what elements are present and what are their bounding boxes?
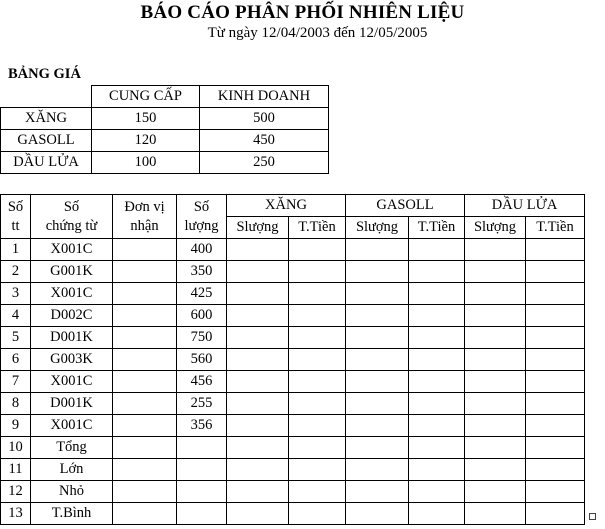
row-xang-amount [289,371,346,393]
row-dau-lua-amount [526,415,585,437]
price-col-supply: CUNG CẤP [92,86,200,108]
table-row [1,305,585,327]
row-voucher: D002C [31,305,113,327]
table-row [1,415,585,437]
row-stt: 6 [1,349,31,371]
row-unit [113,415,177,437]
header-quantity [177,195,227,239]
row-unit [113,349,177,371]
table-row [1,239,585,261]
row-unit [113,305,177,327]
row-xang-qty [227,415,289,437]
row-unit [113,503,177,525]
row-dau-lua-qty [465,393,526,415]
row-quantity: 356 [177,415,227,437]
row-xang-amount [289,305,346,327]
row-unit [113,437,177,459]
subheader-qty: Slượng [465,217,526,239]
row-xang-amount [289,393,346,415]
row-gasoll-amount [409,459,465,481]
row-dau-lua-qty [465,239,526,261]
price-row [1,108,329,130]
row-xang-amount [289,415,346,437]
row-gasoll-amount [409,327,465,349]
row-xang-qty [227,371,289,393]
price-business-value: 500 [200,108,329,130]
row-quantity: 456 [177,371,227,393]
header-voucher [31,195,113,239]
row-gasoll-qty [346,503,409,525]
table-row [1,503,585,525]
price-supply-value: 120 [92,130,200,152]
row-gasoll-qty [346,371,409,393]
price-supply-value: 100 [92,152,200,174]
row-unit [113,261,177,283]
row-quantity: 600 [177,305,227,327]
header-voucher-top: Số [63,198,80,215]
price-table-corner [1,86,92,108]
row-dau-lua-amount [526,459,585,481]
row-xang-amount [289,459,346,481]
row-stt: 2 [1,261,31,283]
price-table [0,85,329,174]
row-gasoll-qty [346,481,409,503]
row-stt: 3 [1,283,31,305]
row-xang-amount [289,283,346,305]
row-voucher: G003K [31,349,113,371]
header-stt-bottom: tt [11,217,20,234]
row-gasoll-amount [409,393,465,415]
row-xang-qty [227,481,289,503]
row-voucher: Nhỏ [31,481,113,503]
report-title: BÁO CÁO PHÂN PHỐI NHIÊN LIỆU [140,2,465,23]
table-row [1,437,585,459]
row-dau-lua-amount [526,503,585,525]
header-stt [1,195,31,239]
price-row-label: XĂNG [1,108,92,130]
row-dau-lua-qty [465,371,526,393]
row-stt: 10 [1,437,31,459]
row-voucher: T.Bình [31,503,113,525]
row-xang-qty [227,503,289,525]
header-qty-top: Số [193,198,210,215]
row-unit [113,393,177,415]
row-xang-qty [227,239,289,261]
header-voucher-bottom: chứng từ [45,217,98,234]
header-unit-bottom: nhận [130,217,159,234]
row-quantity: 425 [177,283,227,305]
row-dau-lua-amount [526,261,585,283]
subheader-qty: Slượng [346,217,409,239]
row-xang-qty [227,393,289,415]
row-voucher: Lớn [31,459,113,481]
row-gasoll-qty [346,437,409,459]
row-gasoll-amount [409,415,465,437]
row-gasoll-qty [346,261,409,283]
group-header-xang: XĂNG [227,195,346,217]
table-row [1,349,585,371]
row-dau-lua-amount [526,305,585,327]
row-dau-lua-qty [465,327,526,349]
row-dau-lua-amount [526,283,585,305]
row-unit [113,239,177,261]
row-dau-lua-qty [465,283,526,305]
row-gasoll-amount [409,503,465,525]
row-voucher: D001K [31,327,113,349]
row-xang-amount [289,437,346,459]
row-xang-qty [227,437,289,459]
row-quantity: 750 [177,327,227,349]
row-gasoll-amount [409,283,465,305]
row-voucher: X001C [31,371,113,393]
row-dau-lua-qty [465,415,526,437]
row-xang-amount [289,261,346,283]
table-row [1,261,585,283]
row-voucher: X001C [31,415,113,437]
row-gasoll-qty [346,393,409,415]
row-unit [113,327,177,349]
row-dau-lua-amount [526,239,585,261]
row-gasoll-amount [409,261,465,283]
row-quantity: 400 [177,239,227,261]
row-unit [113,371,177,393]
row-unit [113,283,177,305]
row-stt: 8 [1,393,31,415]
row-xang-amount [289,327,346,349]
row-gasoll-amount [409,239,465,261]
row-gasoll-qty [346,283,409,305]
row-xang-qty [227,283,289,305]
row-voucher: G001K [31,261,113,283]
row-dau-lua-qty [465,503,526,525]
row-dau-lua-amount [526,481,585,503]
price-row [1,152,329,174]
row-gasoll-amount [409,481,465,503]
row-gasoll-amount [409,305,465,327]
subheader-amount: T.Tiền [526,217,585,239]
row-quantity: 350 [177,261,227,283]
row-voucher: X001C [31,283,113,305]
table-row [1,371,585,393]
row-dau-lua-qty [465,459,526,481]
row-stt: 12 [1,481,31,503]
row-dau-lua-amount [526,437,585,459]
row-unit [113,459,177,481]
row-xang-qty [227,327,289,349]
row-gasoll-amount [409,371,465,393]
row-gasoll-amount [409,349,465,371]
row-xang-amount [289,239,346,261]
table-row [1,327,585,349]
header-unit-top: Đơn vị [124,198,165,215]
row-xang-qty [227,261,289,283]
row-gasoll-qty [346,415,409,437]
row-xang-amount [289,349,346,371]
price-row-label: DẦU LỬA [1,152,92,174]
row-quantity [177,437,227,459]
row-xang-qty [227,349,289,371]
row-stt: 13 [1,503,31,525]
row-xang-amount [289,481,346,503]
price-supply-value: 150 [92,108,200,130]
subheader-amount: T.Tiền [289,217,346,239]
table-row [1,283,585,305]
row-stt: 1 [1,239,31,261]
header-qty-bottom: lượng [184,217,219,234]
row-quantity [177,503,227,525]
header-unit [113,195,177,239]
row-gasoll-qty [346,305,409,327]
row-dau-lua-qty [465,261,526,283]
resize-handle[interactable] [589,513,596,520]
row-quantity [177,459,227,481]
row-stt: 4 [1,305,31,327]
row-stt: 11 [1,459,31,481]
price-table-heading: BẢNG GIÁ [8,66,81,82]
price-business-value: 250 [200,152,329,174]
row-voucher: Tổng [31,437,113,459]
header-stt-top: Số [7,198,24,215]
row-gasoll-amount [409,437,465,459]
row-dau-lua-amount [526,371,585,393]
row-dau-lua-amount [526,327,585,349]
row-xang-qty [227,305,289,327]
table-row [1,481,585,503]
row-xang-amount [289,503,346,525]
row-quantity [177,481,227,503]
table-row [1,393,585,415]
row-dau-lua-qty [465,305,526,327]
row-dau-lua-amount [526,349,585,371]
price-row-label: GASOLL [1,130,92,152]
price-row [1,130,329,152]
report-date-range: Từ ngày 12/04/2003 đến 12/05/2005 [207,25,428,41]
distribution-table [0,194,585,525]
price-business-value: 450 [200,130,329,152]
table-row [1,459,585,481]
group-header-gasoll: GASOLL [346,195,465,217]
row-dau-lua-qty [465,349,526,371]
row-gasoll-qty [346,349,409,371]
row-dau-lua-qty [465,437,526,459]
row-xang-qty [227,459,289,481]
row-gasoll-qty [346,239,409,261]
row-stt: 5 [1,327,31,349]
row-stt: 7 [1,371,31,393]
row-gasoll-qty [346,459,409,481]
price-col-business: KINH DOANH [200,86,329,108]
row-unit [113,481,177,503]
row-dau-lua-qty [465,481,526,503]
row-stt: 9 [1,415,31,437]
row-voucher: D001K [31,393,113,415]
subheader-amount: T.Tiền [409,217,465,239]
group-header-dau-lua: DẦU LỬA [465,195,585,217]
row-dau-lua-amount [526,393,585,415]
row-gasoll-qty [346,327,409,349]
subheader-qty: Slượng [227,217,289,239]
row-quantity: 255 [177,393,227,415]
row-quantity: 560 [177,349,227,371]
row-voucher: X001C [31,239,113,261]
